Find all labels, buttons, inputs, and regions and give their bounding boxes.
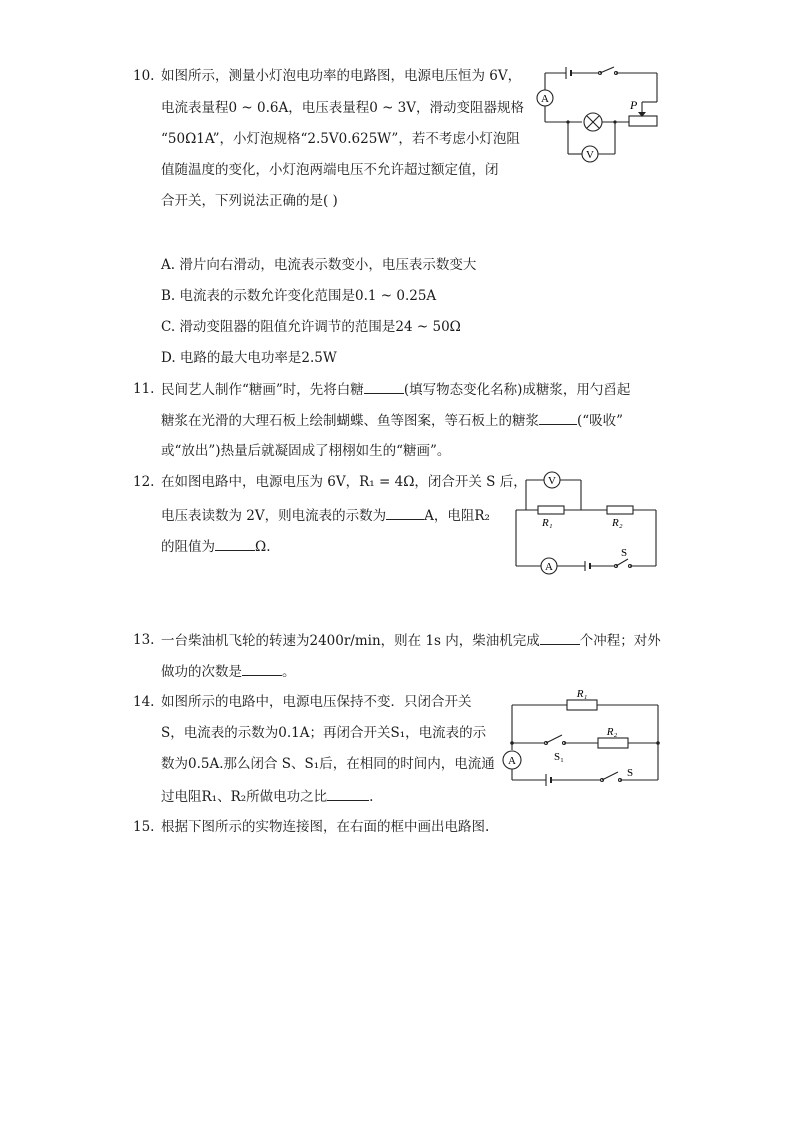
q14-s-label: S [627,767,634,779]
q13-line-2-a: 做功的次数是 [161,664,242,680]
q12-blank-1 [386,505,424,520]
q10-circuit-diagram [530,60,665,170]
q15-number: 15. [133,819,155,835]
q10-option-a: A. 滑片向右滑动，电流表示数变小，电压表示数变大 [161,257,477,273]
q14-r2-label: R₂ [606,726,618,738]
q13-line-1-a: 一台柴油机飞轮的转速为2400r/min，则在 1s 内，柴油机完成 [161,633,540,649]
q11-line-2 [161,410,623,431]
q10-line-2: 电流表量程0 ~ 0.6A，电压表量程0 ~ 3V，滑动变阻器规格 [161,100,525,116]
q10-line-3: “50Ω1A”，小灯泡规格“2.5V0.625W”，若不考虑小灯泡阻 [161,131,520,147]
q12-switch-label: S [621,547,628,559]
q11-line-2-b: (“吸收” [577,413,624,429]
q13-blank-1 [540,630,580,645]
q15-line-1: 根据下图所示的实物连接图，在右面的框中画出电路图. [161,819,490,835]
q13-line-2 [161,661,296,682]
q13-blank-2 [242,661,282,676]
q11-blank-1 [364,379,404,394]
q10-slider-label: P [630,98,638,112]
q14-ammeter-label: A [508,755,516,767]
q14-line-4 [161,786,373,807]
q12-line-2 [161,505,490,526]
q13-number: 13. [133,632,155,648]
q11-line-1-a: 民间艺人制作“糖画”时，先将白糖 [161,382,364,398]
q10-option-d: D. 电路的最大电功率是2.5W [161,350,337,366]
q10-option-c: C. 滑动变阻器的阻值允许调节的范围是24 ~ 50Ω [161,319,461,335]
q12-blank-2 [215,536,255,551]
q11-blank-2 [539,410,577,425]
q14-line-4-a: 过电阻R₁、R₂所做电功之比 [161,789,328,805]
q11-line-3: 或“放出”)热量后就凝固成了栩栩如生的“糖画”。 [161,443,451,459]
q14-number: 14. [133,694,155,710]
q14-circuit-diagram [500,683,665,793]
q12-line-3 [161,536,270,557]
q11-line-2-a: 糖浆在光滑的大理石板上绘制蝴蝶、鱼等图案，等石板上的糖浆 [161,413,539,429]
q12-voltmeter-label: V [548,475,556,487]
q11-number: 11. [133,381,155,397]
q12-line-3-b: Ω. [255,539,271,555]
q12-line-3-a: 的阻值为 [161,539,215,555]
q14-r1-label: R₁ [576,688,588,700]
q12-line-2-a: 电压表读数为 2V，则电流表的示数为 [161,508,387,524]
q11-line-1-b: (填写物态变化名称)成糖浆，用勺舀起 [403,382,631,398]
q12-circuit-diagram [510,463,660,575]
q12-r2-label: R₂ [612,517,623,529]
q14-s1-label: S₁ [554,751,564,763]
q10-ammeter-label: A [541,93,549,105]
q14-line-2: S，电流表的示数为0.1A；再闭合开关S₁，电流表的示 [161,725,487,741]
q12-r1-label: R₁ [542,517,553,529]
q10-option-b: B. 电流表的示数允许变化范围是0.1 ~ 0.25A [161,288,437,304]
q14-blank-1 [327,786,369,801]
q11-line-1 [161,379,630,400]
q14-line-3: 数为0.5A.那么闭合 S、S₁后，在相同的时间内，电流通 [161,756,495,772]
q14-line-4-b: . [369,789,374,805]
q12-number: 12. [133,474,155,490]
q13-line-2-b: 。 [282,664,296,680]
q13-line-1-b: 个冲程；对外 [579,633,661,649]
q10-number: 10. [133,68,155,84]
q12-line-1: 在如图电路中，电源电压为 6V，R₁ = 4Ω，闭合开关 S 后， [161,474,527,490]
q13-line-1 [161,630,661,651]
q12-ammeter-label: A [545,561,553,573]
q10-line-1: 如图所示，测量小灯泡电功率的电路图，电源电压恒为 6V， [161,68,522,84]
q14-line-1: 如图所示的电路中，电源电压保持不变．只闭合开关 [161,694,472,710]
q10-line-5: 合开关，下列说法正确的是( ) [161,193,338,209]
q12-line-2-b: A，电阻R₂ [424,508,490,524]
q10-line-4: 值随温度的变化，小灯泡两端电压不允许超过额定值，闭 [161,162,499,178]
q10-voltmeter-label: V [586,149,594,161]
